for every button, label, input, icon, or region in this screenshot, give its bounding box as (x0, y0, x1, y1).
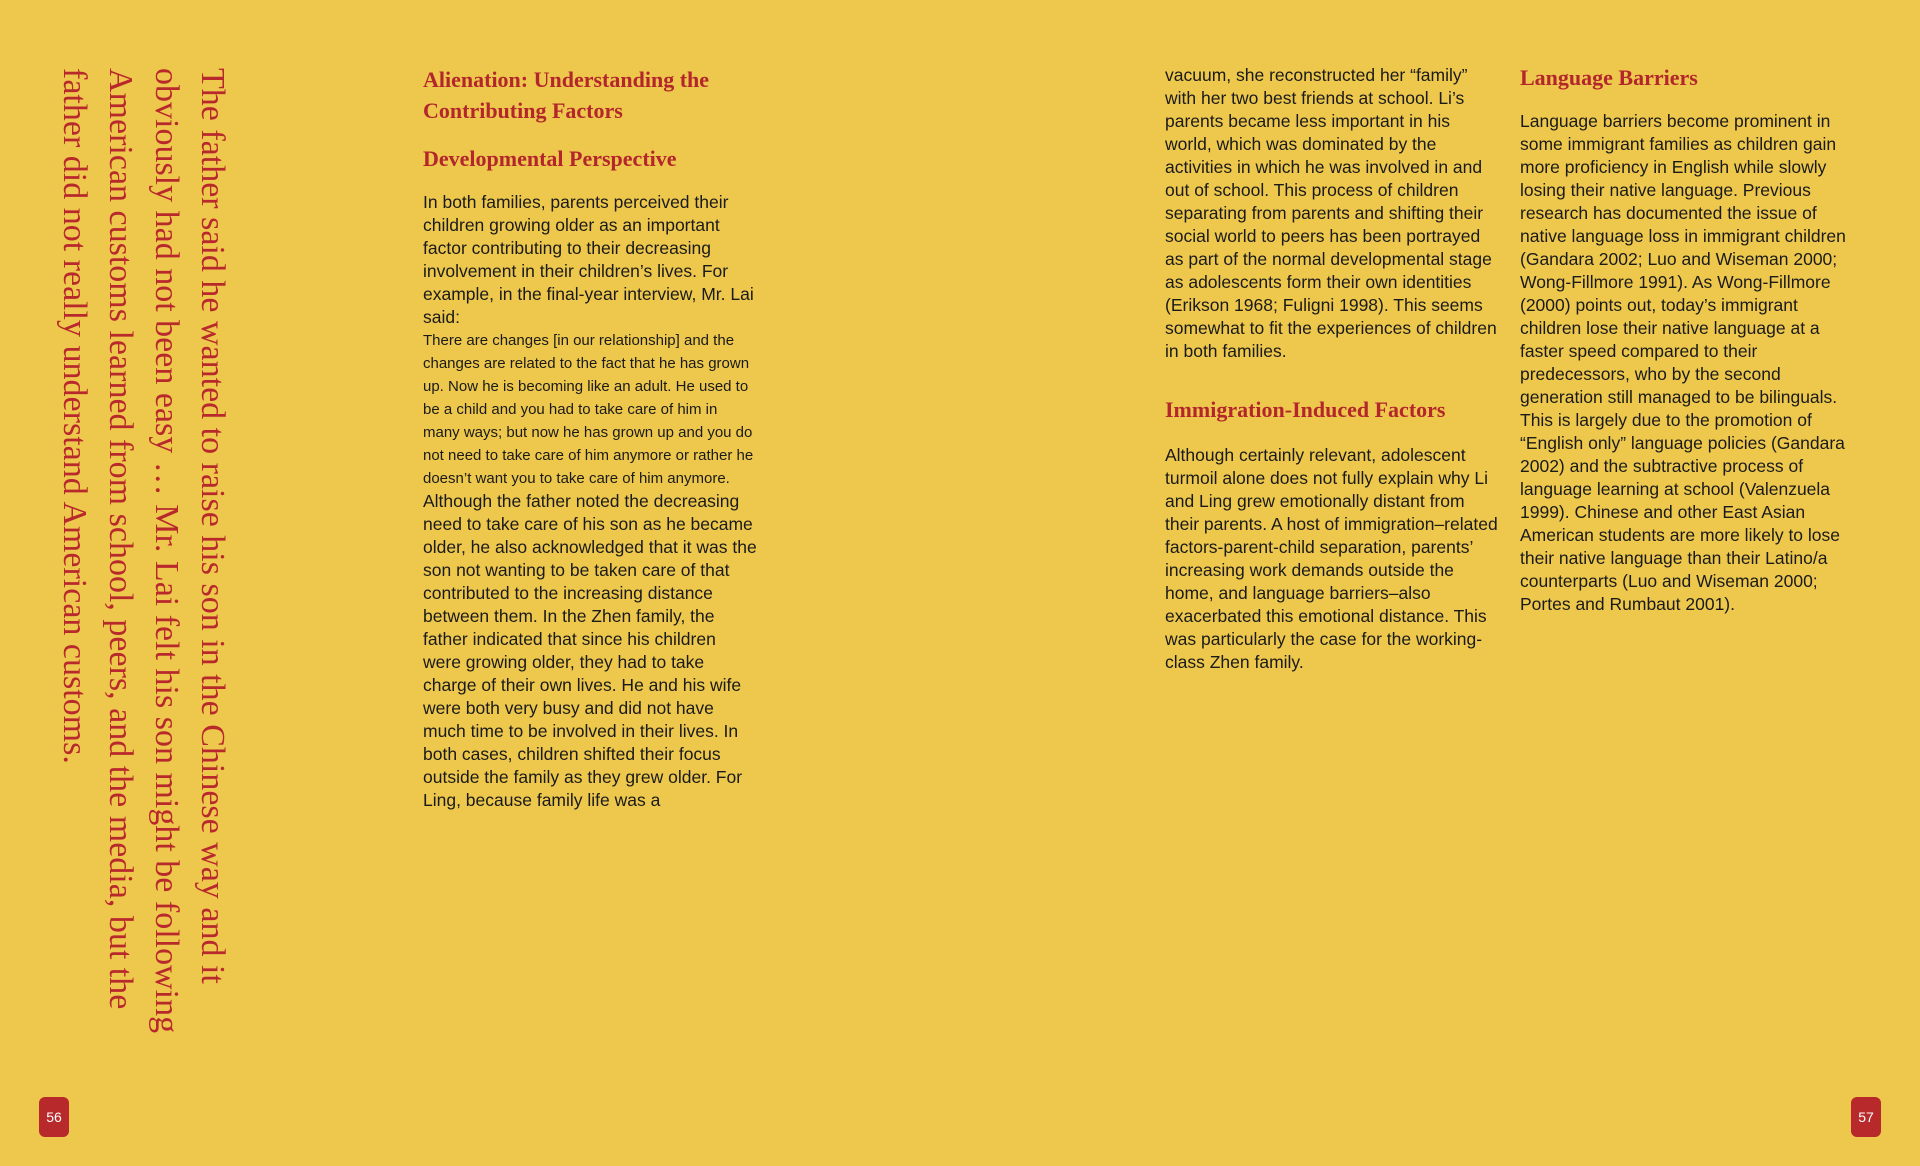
paragraph: vacuum, she reconstructed her “family” with her two best friends at school. Li’s parents became less important in his world, which was dominated by the activities in which he was involved in and out of school. This process of children separating from parents and shifting their social world to peers has been portrayed as part of the normal developmental stage as adolescents form their own identities (Erikson 1968; Fuligni 1998). This seems somewhat to fit the experiences of children in both families. (1165, 65, 1497, 361)
pull-quote: The father said he wanted to raise his son in the Chinese way and it obviously had not been easy … Mr. Lai felt his son might be following American customs learned from school, peers, and the media, but the father did not really understand American customs. (56, 68, 231, 1034)
subhead-immigration: Immigration-Induced Factors (1165, 397, 1446, 422)
section-title: Alienation: Understanding the Contributing Factors (423, 67, 710, 123)
paragraph: Language barriers become prominent in some immigrant families as children gain more proficiency in English while slowly losing their native language. Previous research has documented the issue of native language loss in immigrant children (Gandara 2002; Luo and Wiseman 2000; Wong-Fillmore 1991). As Wong-Fillmore (2000) points out, today’s immigrant children lose their native language at a faster speed compared to their predecessors, who by the second generation still managed to be bilinguals. This is largely due to the promotion of “English only” language policies (Gandara 2002) and the subtractive process of language learning at school (Valenzuela 1999). Chinese and other East Asian American students are more likely to lose their native language than their Latino/a counterparts (Luo and Wiseman 2000; Portes and Rumbaut 2001). (1520, 111, 1846, 614)
paragraph: Although certainly relevant, adolescent turmoil alone does not fully explain why Li and Ling grew emotionally distant from their parents. A host of immigration–related factors-parent-child separation, parents’ increasing work demands outside the home, and language barriers–also exacerbated this emotional distance. This was particularly the case for the working-class Zhen family. (1165, 445, 1498, 672)
page-number-left: 56 (39, 1097, 69, 1137)
subhead-language: Language Barriers (1520, 65, 1698, 90)
right-column (1520, 64, 1860, 616)
paragraph: In both families, parents perceived their children growing older as an important factor contributing to their decreasing involvement in their children’s lives. For example, in the final-year interview, Mr. Lai said: (423, 192, 754, 327)
paragraph: Although the father noted the decreasing need to take care of his son as he became older, he also acknowledged that it was the son not wanting to be taken care of that contributed to the increasing distance between them. In the Zhen family, the father indicated that since his children were growing older, they had to take charge of their own lives. He and his wife were both very busy and did not have much time to be involved in their lives. In both cases, children shifted their focus outside the family as they grew older. For Ling, because family life was a (423, 491, 757, 810)
subhead-developmental: Developmental Perspective (423, 146, 677, 171)
block-quote: There are changes [in our relationship] and the changes are related to the fact that he has grown up. Now he is becoming like an adult. He used to be a child and you had to take care of him in many ways; but now he has grown up and you do not need to take care of him anymore or rather he doesn’t want you to take care of him anymore. (423, 332, 754, 487)
page-number-right: 57 (1851, 1097, 1881, 1137)
middle-column (1165, 64, 1500, 674)
left-column (423, 64, 758, 812)
